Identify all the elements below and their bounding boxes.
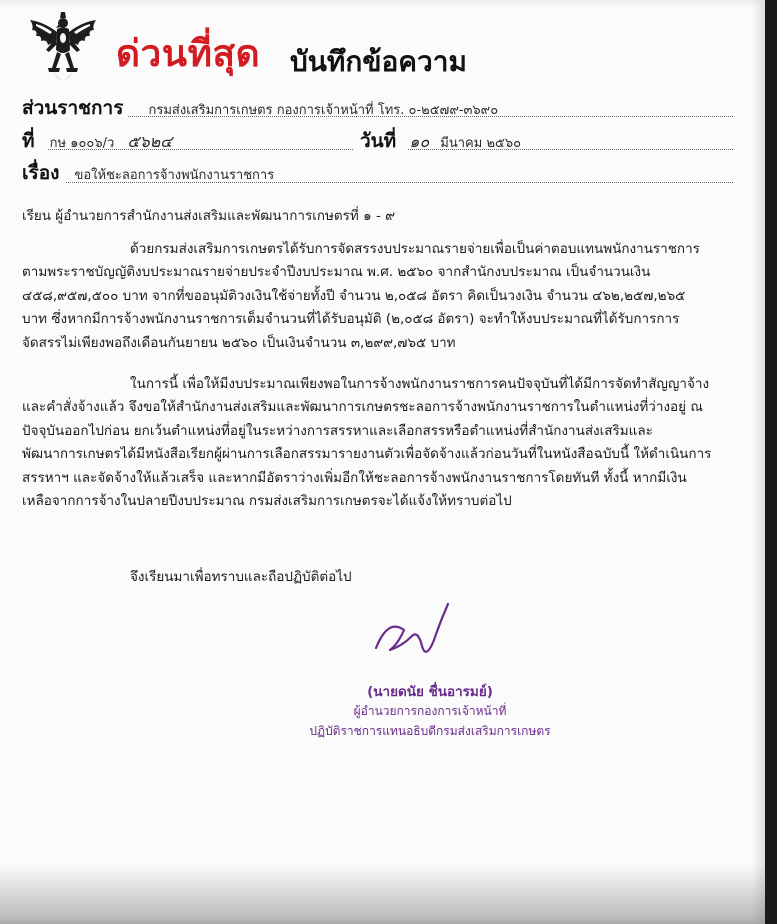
reference-number: กษ ๑๐๐๖/ว xyxy=(49,136,115,151)
recipient-line: เรียน ผู้อำนวยการสำนักงานส่งเสริมและพัฒนาการเกษตรที่ ๑ - ๙ xyxy=(22,208,396,224)
signatory-name: (นายดนัย ชื่นอารมย์) xyxy=(367,684,493,700)
page-bottom-shadow xyxy=(0,864,765,924)
date-month-year: มีนาคม ๒๕๖๐ xyxy=(440,136,522,151)
date-label: วันที่ xyxy=(360,130,397,152)
memo-body xyxy=(22,238,712,513)
body-paragraph-2: ในการนี้ เพื่อให้มีงบประมาณเพียงพอในการจ้างพนักงานราชการคนปัจจุบันที่ได้มีการจัดทำสัญญาจ้างและคำสั่งจ้างแล้ว จึงขอให้สำนักงานส่งเสริมและพัฒนาการเกษตรชะลอการจ้างพนักงานราชการในตำแหน่งที่ว่างอยู่ ณ ปัจจุบันออกไปก่อน ยกเว้นตำแหน่งที่อยู่ในระหว่างการสรรหาและเลือกสรรหรือตำแหน่งที่สำนักงานส่งเสริมและพัฒนาการเกษตรได้มีหนังสือเรียกผู้ผ่านการเลือกสรรมารายงานตัวเพื่อจัดจ้างแล้วก่อนวันที่ในหนังสือฉบับนี้ ให้ดำเนินการสรรหาฯ และจัดจ้างให้แล้วเสร็จ และหากมีอัตราว่างเพิ่มอีกให้ชะลอการจ้างพนักงานราชการโดยทันที ทั้งนี้ หากมีเงินเหลือจากการจ้างในปลายปีงบประมาณ กรมส่งเสริมการเกษตรจะได้แจ้งให้ทราบต่อไป xyxy=(22,376,712,510)
agency-dotline xyxy=(128,116,733,117)
garuda-emblem-icon xyxy=(24,10,102,88)
reference-dotline xyxy=(48,149,353,150)
date-row xyxy=(360,126,521,156)
closing-line: จึงเรียนมาเพื่อทราบและถือปฏิบัติต่อไป xyxy=(130,569,352,585)
date-day-handwritten: ๑๐ xyxy=(409,132,430,151)
agency-value: กรมส่งเสริมการเกษตร กองการเจ้าหน้าที่ โทร. ๐-๒๕๗๙-๓๖๙๐ xyxy=(148,103,499,118)
signature-mark xyxy=(368,600,464,664)
reference-handwritten: ๕๖๒๔ xyxy=(127,132,173,151)
subject-label: เรื่อง xyxy=(22,162,60,184)
agency-label: ส่วนราชการ xyxy=(22,97,124,119)
reference-label: ที่ xyxy=(22,130,35,152)
agency-row xyxy=(22,93,498,123)
memo-title: บันทึกข้อความ xyxy=(290,45,467,78)
subject-dotline xyxy=(66,182,733,183)
date-dotline xyxy=(408,149,733,150)
reference-row xyxy=(22,126,172,156)
urgent-stamp: ด่วนที่สุด xyxy=(116,31,261,75)
body-paragraph-1: ด้วยกรมส่งเสริมการเกษตรได้รับการจัดสรรงบประมาณรายจ่ายเพื่อเป็นค่าตอบแทนพนักงานราชการ ตามพระราชบัญญัติงบประมาณรายจ่ายประจำปีงบประมาณ พ.ศ. ๒๕๖๐ จากสำนักงบประมาณ เป็นจำนวนเงิน ๔๕๘,๙๕๗,๕๐๐ บาท จากที่ขออนุมัติวงเงินใช้จ่ายทั้งปี จำนวน ๒,๐๕๘ อัตรา คิดเป็นวงเงิน จำนวน ๔๖๒,๒๕๗,๒๖๕ บาท ซึ่งหากมีการจ้างพนักงานราชการเต็มจำนวนที่ได้รับอนุมัติ (๒,๐๕๘ อัตรา) จะทำให้งบประมาณที่ได้รับการการจัดสรรไม่เพียงพอถึงเดือนกันยายน ๒๕๖๐ เป็นเงินจำนวน ๓,๒๙๙,๗๖๕ บาท xyxy=(22,241,700,351)
signatory-position: ผู้อำนวยการกองการเจ้าหน้าที่ xyxy=(353,704,507,718)
subject-row xyxy=(22,158,274,188)
signatory-acting-for: ปฏิบัติราชการแทนอธิบดีกรมส่งเสริมการเกษตร xyxy=(309,724,551,738)
subject-value: ขอให้ชะลอการจ้างพนักงานราชการ xyxy=(74,168,275,183)
